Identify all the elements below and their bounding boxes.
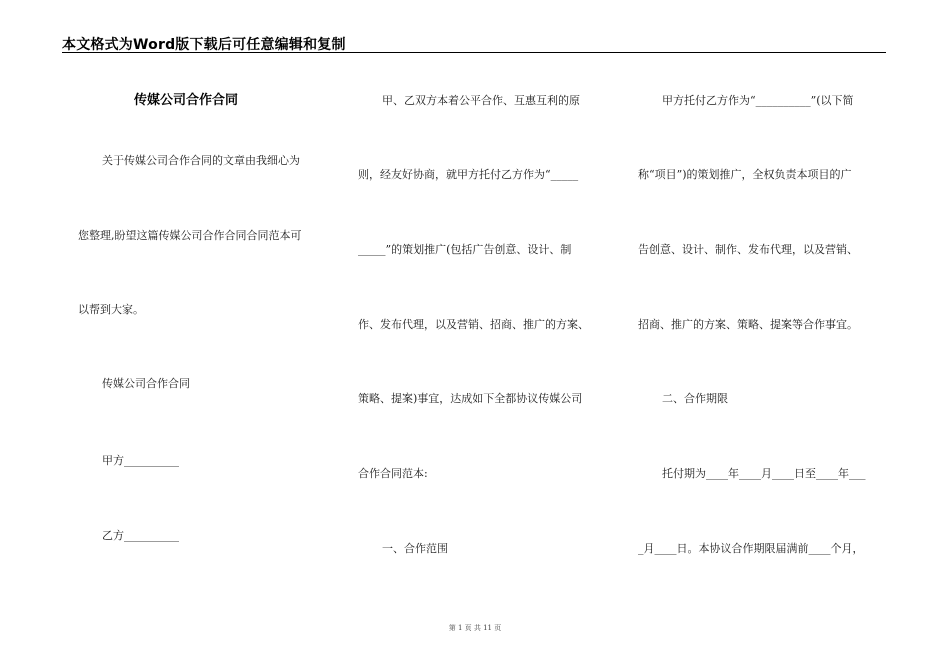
party-a-field: 甲方__________ — [102, 454, 179, 467]
document-banner: 本文格式为Word版下载后可任意编辑和复制 — [62, 37, 346, 53]
paragraph-line: 以帮到大家。 — [78, 303, 144, 316]
paragraph-line: 告创意、设计、制作、发布代理，以及营销、 — [638, 243, 858, 256]
paragraph-line: 则，经友好协商，就甲方托付乙方作为“_____ — [358, 168, 579, 181]
paragraph-line: 关于传媒公司合作合同的文章由我细心为 — [102, 154, 300, 167]
paragraph-line: 甲方托付乙方作为“__________”(以下简 — [662, 94, 854, 107]
section-heading: 一、合作范围 — [382, 542, 448, 555]
column-left — [78, 0, 324, 672]
contract-heading: 传媒公司合作合同 — [102, 377, 190, 390]
paragraph-line: 您整理,盼望这篇传媒公司合作合同合同范本可 — [78, 229, 302, 242]
paragraph-line: 称“项目”)的策划推广，全权负责本项目的广 — [638, 168, 852, 181]
paragraph-line: _月____日。本协议合作期限届满前____个月， — [638, 542, 864, 555]
paragraph-line: 合作合同范本: — [358, 467, 428, 480]
paragraph-line: 甲、乙双方本着公平合作、互惠互利的原 — [382, 94, 580, 107]
column-right — [638, 0, 886, 672]
paragraph-line: 策略、提案)事宜，达成如下全都协议传媒公司 — [358, 392, 583, 405]
section-heading: 二、合作期限 — [662, 392, 728, 405]
paragraph-line: 作、发布代理，以及营销、招商、推广的方案、 — [358, 318, 589, 331]
paragraph-line: 招商、推广的方案、策略、提案等合作事宜。 — [638, 318, 858, 331]
paragraph-line: 托付期为____年____月____日至____年___ — [662, 467, 866, 480]
page-number: 第 1 页 共 11 页 — [448, 624, 502, 632]
paragraph-line: _____”的策划推广(包括广告创意、设计、制 — [358, 243, 572, 256]
party-b-field: 乙方__________ — [102, 529, 179, 542]
document-title: 传媒公司合作合同 — [134, 93, 239, 108]
column-middle — [358, 0, 606, 672]
